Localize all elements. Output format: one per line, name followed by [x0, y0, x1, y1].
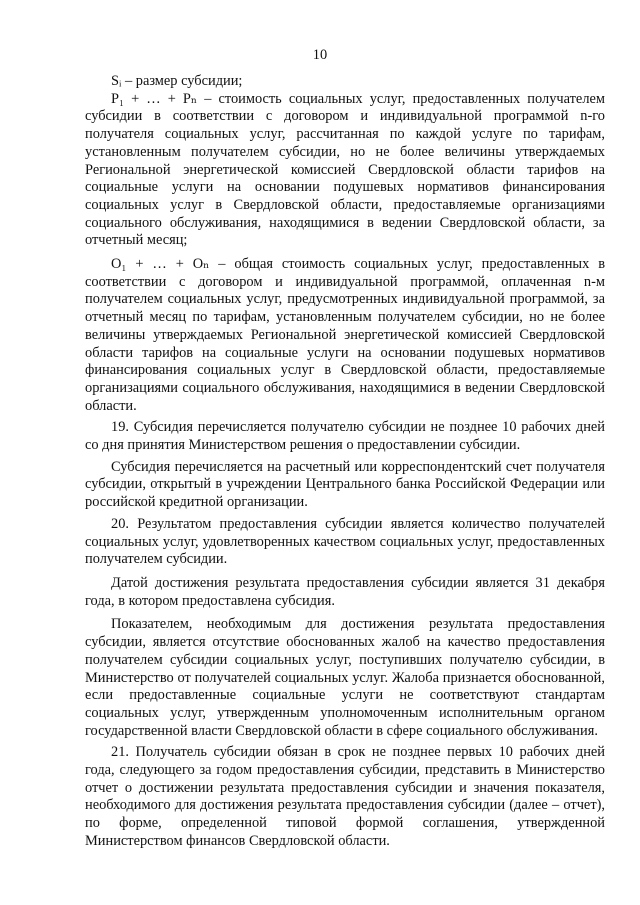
- document-body: [85, 73, 605, 851]
- paragraph-20-indicator: Показателем, необходимым для достижения результата предоставления субсидии, является отсутствие обоснованных жалоб на качество предоставления получателем субсидии социальных услуг, поступивших получателю субсидии, в Министерство от получателей социальных услуг. Жалоба признается обоснованной, если предоставленные социальные услуги не соответствуют стандартам социальных услуг, утвержденным уполномоченным исполнительным органом государственной власти Свердловской области в сфере социального обслуживания.: [85, 616, 605, 739]
- paragraph-20: 20. Результатом предоставления субсидии является количество получателей социальных услуг, удовлетворенных качеством социальных услуг, предоставленных получателем субсидии.: [85, 515, 605, 568]
- paragraph-o-definition: O₁ + … + Oₙ – общая стоимость социальных услуг, предоставленных в соответствии с договором и индивидуальной программой, оплаченная n-м получателем социальных услуг, предусмотренных индивидуальной программой, за отчетный месяц по тарифам, установленным получателем субсидии, но не более величины утверждаемых Региональной энергетической комиссией Свердловской области тарифов на социальные услуги на основании подушевых нормативов финансирования социальных услуг в Свердловской области, предоставляемые организациями социального обслуживания, находящимися в ведении Свердловской области.: [85, 256, 605, 414]
- page-number: 10: [312, 47, 328, 63]
- paragraph-p-definition: P₁ + … + Pₙ – стоимость социальных услуг, предоставленных получателем субсидии в соответствии с договором и индивидуальной программой n-го получателя социальных услуг, рассчитанная по каждой услуге по тарифам, установленным получателем субсидии, но не более величины утверждаемых Региональной энергетической комиссией Свердловской области тарифов на социальные услуги на основании подушевых нормативов финансирования социальных услуг в Свердловской области, предоставляемые организациями социального обслуживания, находящимися в ведении Свердловской области, за отчетный месяц;: [85, 90, 605, 249]
- paragraph-19-account: Субсидия перечисляется на расчетный или корреспондентский счет получателя субсидии, открытый в учреждении Центрального банка Российской Федерации или российской кредитной организации.: [85, 458, 605, 511]
- paragraph-si-definition: Sᵢ – размер субсидии;: [111, 73, 243, 89]
- paragraph-19: 19. Субсидия перечисляется получателю субсидии не позднее 10 рабочих дней со дня принятия Министерством решения о предоставлении субсидии.: [85, 419, 605, 454]
- paragraph-20-date: Датой достижения результата предоставления субсидии является 31 декабря года, в котором предоставлена субсидия.: [85, 574, 605, 609]
- paragraph-21: 21. Получатель субсидии обязан в срок не позднее первых 10 рабочих дней года, следующего за годом предоставления субсидии, представить в Министерство отчет о достижении результата предоставления субсидии и значения показателя, необходимого для достижения результата предоставления субсидии (далее – отчет), по форме, определенной типовой формой соглашения, утвержденной Министерством финансов Свердловской области.: [85, 744, 605, 849]
